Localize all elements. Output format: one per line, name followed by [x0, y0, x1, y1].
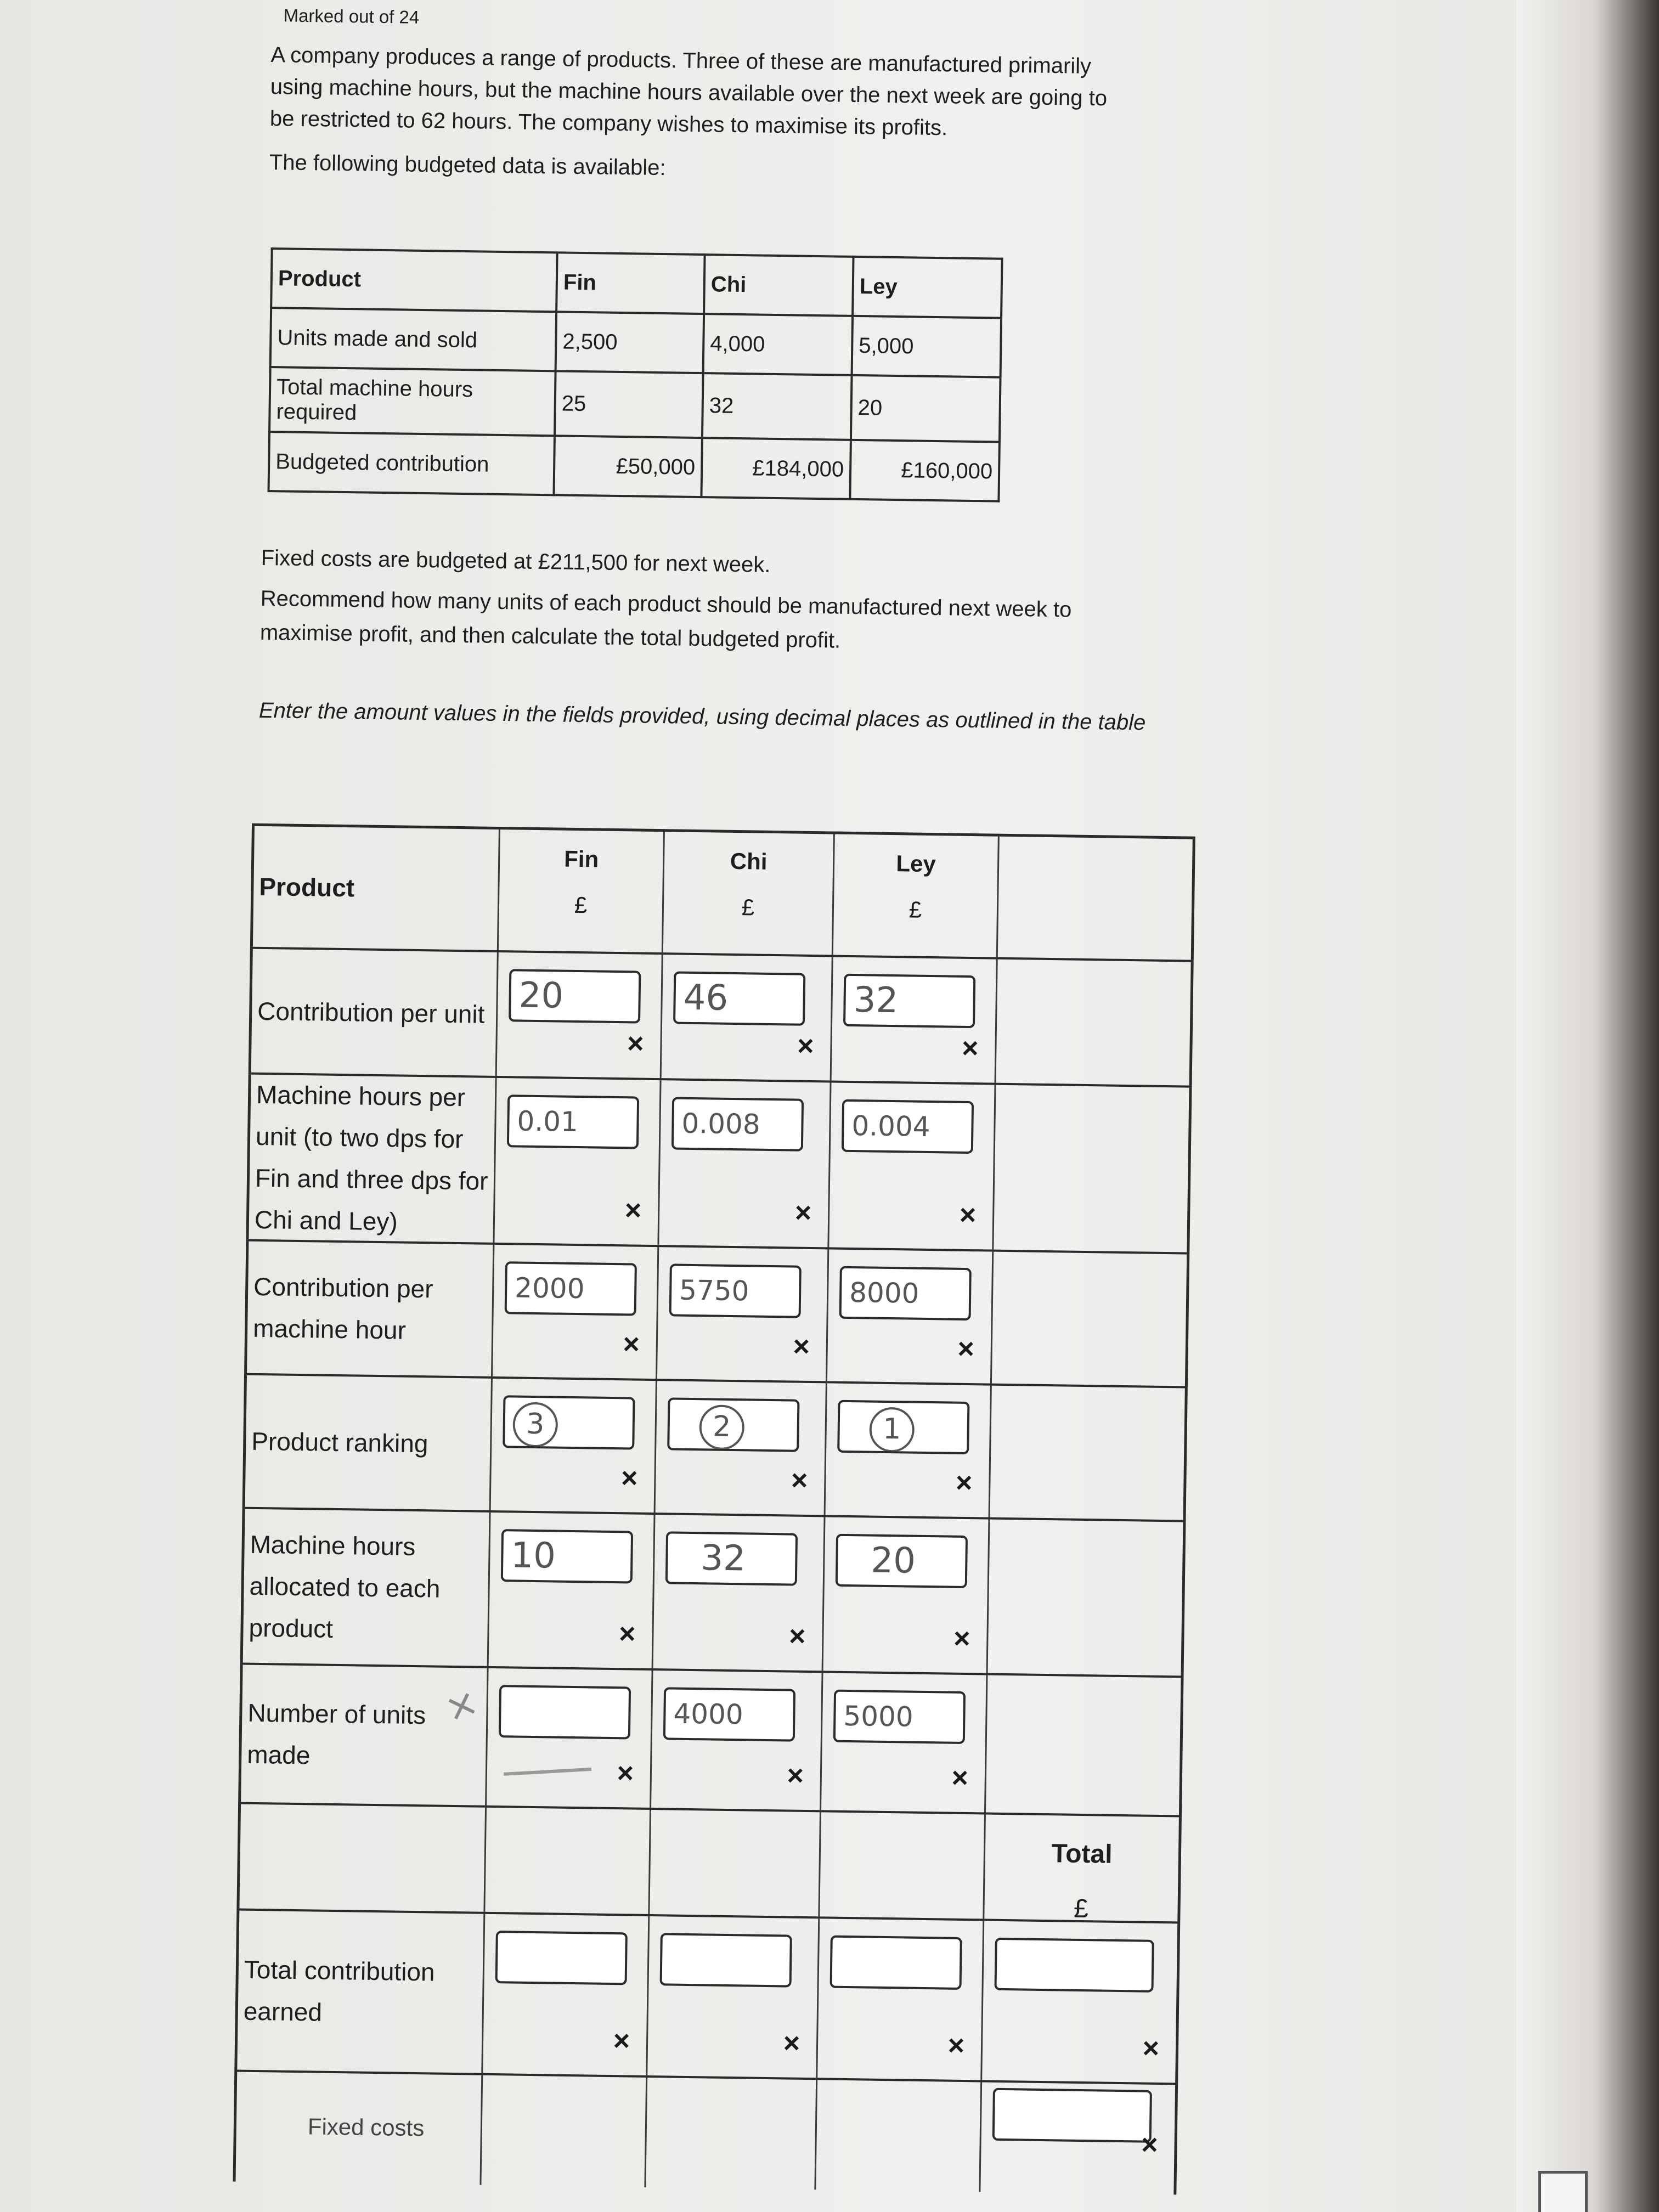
fixed-costs-text: Fixed costs are budgeted at £211,500 for next week.: [261, 545, 771, 577]
col-unit: £: [741, 894, 755, 921]
budget-cell: 20: [851, 375, 1001, 442]
total-col-header: [983, 1815, 1182, 1922]
grid-header-row: [250, 823, 1195, 962]
answer-input[interactable]: 4000: [663, 1687, 795, 1741]
answer-input[interactable]: [503, 1395, 635, 1449]
grid-row-total-header: [236, 1804, 1182, 1924]
enter-values-text: Enter the amount values in the fields provided, using decimal places as outlined in the table: [258, 698, 1146, 735]
answer-input[interactable]: 32: [665, 1531, 798, 1585]
row-label: Contribution per machine hour: [244, 1242, 493, 1376]
grid-row-product-ranking: [242, 1375, 1188, 1522]
wrong-cross-icon: ×: [627, 1028, 644, 1060]
wrong-cross-icon: ×: [624, 1194, 642, 1227]
budget-header-row: [271, 249, 1002, 318]
budget-cell: 2,500: [556, 312, 704, 373]
wrong-cross-icon: ×: [783, 2027, 800, 2059]
col-name: Ley: [896, 850, 936, 877]
budget-cell: 32: [702, 373, 852, 440]
col-unit: £: [909, 896, 922, 923]
answer-cell: [489, 1379, 656, 1513]
answer-input[interactable]: 5000: [833, 1690, 966, 1744]
wrong-cross-icon: ×: [953, 1622, 970, 1655]
grid-spare-cell: [992, 1085, 1192, 1252]
answer-cell: [830, 957, 996, 1082]
grid-row-machine-hours-per-unit: [246, 1075, 1192, 1255]
answer-input[interactable]: 20: [836, 1534, 968, 1588]
answer-input[interactable]: [660, 1933, 792, 1987]
row-label-text: Number of units made: [246, 1698, 426, 1770]
answer-input[interactable]: [499, 1685, 631, 1739]
row-label: Total contribution earned: [234, 1910, 483, 2073]
answer-cell: [652, 1515, 824, 1671]
wrong-cross-icon: ×: [797, 1030, 814, 1063]
total-answer-input[interactable]: [994, 1938, 1154, 1993]
budget-data-table: [267, 247, 1003, 503]
total-answer-input[interactable]: [992, 2088, 1152, 2143]
pencil-scribble: ⨯: [439, 1679, 484, 1731]
wrong-cross-icon: ×: [957, 1333, 975, 1365]
budget-cell: £50,000: [554, 436, 702, 497]
wrong-cross-icon: ×: [959, 1199, 977, 1232]
marks-note: Marked out of 24: [283, 5, 420, 27]
answer-grid: [233, 823, 1195, 2195]
wrong-cross-icon: ×: [951, 1762, 969, 1795]
row-label: Machine hours allocated to each product: [240, 1509, 489, 1666]
intro-lead-in: The following budgeted data is available:: [269, 150, 666, 180]
row-label: Contribution per unit: [249, 949, 497, 1076]
answer-cell: [980, 1921, 1180, 2083]
wrong-cross-icon: ×: [793, 1330, 810, 1363]
grid-spare-cell: [986, 1520, 1186, 1676]
answer-input[interactable]: 0.004: [842, 1099, 974, 1154]
budget-cell: £184,000: [701, 438, 850, 499]
empty-cell: [818, 1812, 984, 1918]
grid-spare-cell: [990, 1252, 1189, 1386]
wrong-cross-icon: ×: [618, 1618, 636, 1650]
answer-cell: [654, 1381, 826, 1515]
empty-cell: [814, 2080, 980, 2192]
answer-input[interactable]: 5750: [669, 1263, 802, 1318]
answer-cell: [827, 1082, 994, 1249]
grid-spare-col: [996, 837, 1195, 960]
budget-cell: £160,000: [850, 440, 999, 501]
grid-spare-cell: [984, 1675, 1183, 1815]
wrong-cross-icon: ×: [947, 2029, 965, 2062]
answer-cell: [487, 1513, 654, 1668]
grid-row-number-of-units: [238, 1665, 1183, 1818]
grid-product-label: Product: [250, 826, 499, 950]
wrong-cross-icon: ×: [623, 1328, 640, 1361]
answer-input[interactable]: [667, 1397, 799, 1452]
empty-cell: [483, 1808, 650, 1914]
answer-cell: [650, 1671, 821, 1810]
answer-input[interactable]: 2000: [505, 1261, 637, 1316]
wrong-cross-icon: ×: [788, 1620, 806, 1652]
total-name: Total: [1051, 1839, 1113, 1869]
answer-input[interactable]: 8000: [839, 1266, 972, 1321]
wrong-cross-icon: ×: [1142, 2032, 1160, 2064]
grid-row-contribution-per-unit: [249, 949, 1194, 1088]
row-label: [238, 1665, 487, 1805]
answer-input[interactable]: [495, 1931, 628, 1985]
answer-input[interactable]: 20: [509, 969, 641, 1023]
worksheet: [200, 0, 1437, 2212]
next-page-edge: [1516, 0, 1659, 2212]
grid-col-ley: [832, 834, 998, 957]
answer-input[interactable]: 0.01: [507, 1094, 639, 1149]
budget-row-machine-hours: [269, 367, 1001, 442]
instructions: [258, 541, 1150, 747]
budget-cell: 5,000: [852, 316, 1001, 377]
total-unit: £: [1073, 1894, 1089, 1924]
budget-row-label: Units made and sold: [270, 308, 557, 371]
answer-cell: [979, 2082, 1178, 2194]
empty-cell: [479, 2075, 646, 2187]
intro-text: [269, 39, 1127, 202]
wrong-cross-icon: ×: [620, 1462, 638, 1494]
wrong-cross-icon: ×: [787, 1759, 804, 1792]
answer-cell: [824, 1383, 990, 1517]
answer-cell: [822, 1517, 989, 1673]
budget-header-ley: Ley: [853, 257, 1002, 318]
wrong-cross-icon: ×: [617, 1757, 634, 1790]
budget-header-chi: Chi: [704, 255, 853, 316]
pencil-line: [504, 1768, 591, 1776]
empty-label: [236, 1804, 485, 1912]
wrong-cross-icon: ×: [794, 1197, 812, 1229]
recommend-text: Recommend how many units of each product should be manufactured next week to maximise profit, and then calculate the total budgeted profit.: [259, 586, 1072, 653]
page-corner-box: [1538, 2171, 1588, 2212]
answer-input[interactable]: 0.008: [672, 1097, 804, 1151]
rank-value: 3: [512, 1402, 558, 1447]
answer-cell: [660, 955, 832, 1080]
budget-cell: 4,000: [703, 314, 853, 375]
wrong-cross-icon: ×: [955, 1466, 973, 1499]
grid-spare-cell: [989, 1386, 1188, 1520]
grid-row-contribution-per-machine-hour: [244, 1242, 1189, 1389]
empty-cell: [648, 1810, 820, 1916]
intro-paragraph: A company produces a range of products. Three of these are manufactured primarily using machine hours, but the machine hours available over the next week are going to be restricted to 62 hours. The company wishes to maximise its profits.: [269, 43, 1108, 140]
empty-cell: [644, 2078, 816, 2190]
budget-row-contribution: [269, 432, 1000, 501]
budget-row-units: [270, 308, 1001, 377]
answer-cell: [816, 1918, 983, 2080]
row-label: Product ranking: [242, 1375, 491, 1510]
wrong-cross-icon: ×: [613, 2025, 630, 2057]
grid-col-chi: [662, 832, 833, 955]
grid-spare-cell: [995, 960, 1194, 1086]
cutoff-label: Fixed costs: [307, 2113, 425, 2141]
budget-header-product: Product: [271, 249, 557, 312]
answer-input[interactable]: 32: [843, 974, 975, 1028]
grid-row-fixed-costs: [233, 2072, 1178, 2194]
answer-input[interactable]: [830, 1936, 962, 1990]
grid-row-total-contribution: [234, 1910, 1180, 2085]
answer-input[interactable]: 10: [501, 1529, 633, 1583]
answer-cell: [657, 1080, 830, 1247]
budget-cell: 25: [555, 371, 703, 438]
col-unit: £: [574, 891, 588, 918]
budget-header-fin: Fin: [556, 252, 704, 314]
wrong-cross-icon: ×: [961, 1032, 979, 1065]
answer-cell: [820, 1673, 986, 1812]
answer-input[interactable]: [837, 1400, 969, 1454]
col-name: Chi: [730, 848, 768, 874]
row-label: [233, 2072, 481, 2185]
grid-col-fin: [497, 830, 663, 952]
answer-cell: [646, 1916, 818, 2078]
wrong-cross-icon: ×: [1141, 2129, 1158, 2161]
answer-cell: [495, 952, 662, 1078]
row-label: Machine hours per unit (to two dps for Fin and three dps for Chi and Ley): [246, 1075, 495, 1243]
col-name: Fin: [563, 845, 599, 872]
answer-cell: [656, 1247, 827, 1381]
answer-input[interactable]: 46: [673, 971, 805, 1025]
answer-cell: [493, 1078, 659, 1245]
answer-cell: [485, 1668, 651, 1808]
rank-value: 2: [699, 1404, 744, 1450]
rank-value: 1: [869, 1407, 915, 1453]
budget-row-label: Total machine hours required: [269, 367, 556, 436]
answer-cell: [826, 1249, 992, 1383]
answer-cell: [491, 1245, 657, 1379]
wrong-cross-icon: ×: [791, 1464, 808, 1497]
grid-row-machine-hours-allocated: [240, 1509, 1186, 1678]
budget-row-label: Budgeted contribution: [269, 432, 555, 495]
answer-cell: [481, 1914, 648, 2075]
